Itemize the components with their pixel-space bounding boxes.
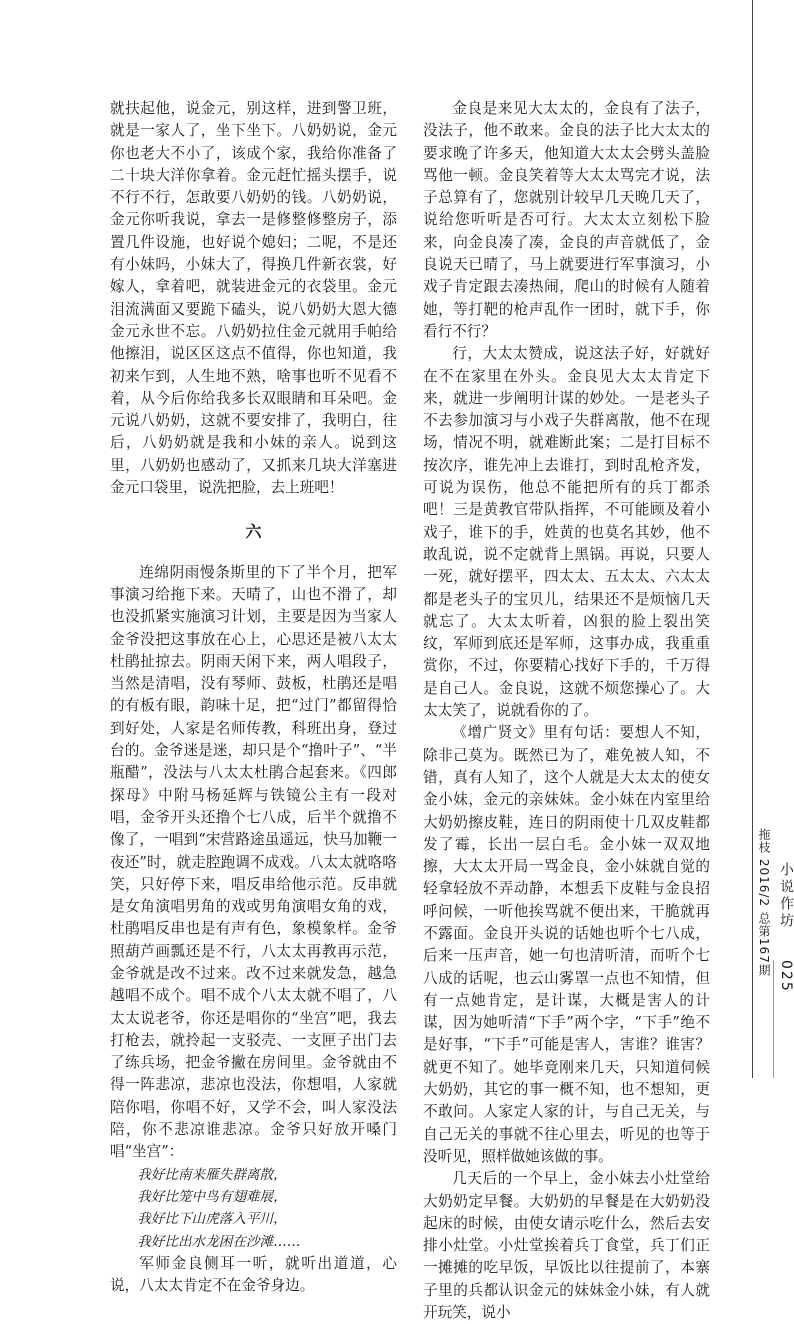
page-number: 025 bbox=[778, 960, 794, 993]
paragraph: 军师金良侧耳一听，就听出道道，心说，八太太肯定不在金爷身边。 bbox=[110, 1254, 397, 1295]
verse-line: 我好比南来雁失群离散， bbox=[137, 1166, 287, 1183]
margin-rule bbox=[773, 960, 774, 1078]
verse-block bbox=[110, 1164, 397, 1253]
issue-info: 拖枝 2016/2 总第167期 bbox=[757, 828, 771, 977]
section-title: 六 bbox=[245, 522, 262, 542]
paragraph: 《增广贤文》里有句话：要想人不知，除非己莫为。既然已为了，难免被人知，不错，真有人知了，这个人就是大太太的使女金小妹，金元的亲妹妹。金小妹在内室里给大奶奶擦皮鞋，连日的阴雨使十几双皮鞋都发了霉，长出一层白毛。金小妹一双双地擦，大太太开局一骂金良，金小妹就自觉的轻拿轻放不弄动静，本想丢下皮鞋与金良招呼问候，一听他挨骂就不便出来，干脆就再不露面。金良开头说的话她也听个七八成，后来一压声音，她一句也清听清，而听个七八成的话呢，也云山雾罩一点也不知情，但有一点她肯定，是计谋，大概是害人的计谋，因为她听清“下手”两个字，“下手”绝不是好事，“下手”可能是害人，害谁？谁害？就更不知了。她毕竟刚来几天，只知道伺候大奶奶，其它的事一概不知，也不想知，更不敢问。人家定人家的计，与自己无关，与自己无关的事就不往心里去，听见的也等于没听见，照样做她该做的事。 bbox=[423, 724, 710, 1165]
right-column bbox=[423, 98, 710, 1324]
page-margin bbox=[752, 0, 794, 1078]
paragraph: 行，大太太赞成，说这法子好，好就好在不在家里在外头。金良见大太太肯定下来，就进一步阐明计谋的妙处。一是老头子不去参加演习与小戏子失群离散，他不在现场，情况不明，就难断此案；二是打目标不按次序，谁先冲上去谁打，到时乱枪齐发，可说为误伤，他总不能把所有的兵丁都杀吧！三是黄教官带队指挥，不可能顾及着小戏子，谁下的手，姓黄的也莫名其妙，他不敢乱说，说不定就背上黑锅。再说，只要人一死，就好摆平，四太太、五太太、六太太都是老头子的宝贝儿，结果还不是烦恼几天就忘了。大太太听着，凶狠的脸上裂出笑纹，军师到底还是军师，这事办成，我重重赏你，不过，你要精心找好下手的，千万得是自己人。金良说，这就不烦您操心了。大太太笑了，说就看你的了。 bbox=[423, 345, 710, 720]
paragraph: 金良是来见大太太的，金良有了法子，没法子，他不敢来。金良的法子比大太太的要求晚了许多天，他知道大太太会劈头盖脸骂他一顿。金良笑着等大太太骂完才说，法子总算有了，您就别计较早几天晚几天了，说给您听听是否可行。大太太立刻松下脸来，向金良凑了凑，金良的声音就低了，金良说天已晴了，马上就要进行军事演习，小戏子肯定跟去凑热闹，爬山的时候有人随着她，等打靶的枪声乱作一团时，就下手，你看行不行？ bbox=[423, 100, 710, 340]
verse-line: 我好比下山虎落入平川， bbox=[137, 1211, 287, 1228]
left-column bbox=[110, 98, 397, 1297]
section-name: 小说作坊 bbox=[778, 862, 794, 930]
paragraph: 就扶起他，说金元，别这样，进到警卫班，就是一家人了，坐下坐下。八奶奶说，金元你也老大不小了，该成个家，我给你准备了二十块大洋你拿着。金元赶忙摇头摆手，说不行不行，怎敢要八奶奶的钱。八奶奶说，金元你听我说，拿去一是修整修整房子，添置几件设施，也好说个媳妇；二呢，不是还有小妹吗，小妹大了，得换几件新衣裳，好嫁人，拿着吧，就装进金元的衣袋里。金元泪流满面又要跪下磕头，说八奶奶大恩大德金元永世不忘。八奶奶拉住金元就用手帕给他擦泪，说区区这点不值得，你也知道，我初来乍到，人生地不熟，啥事也听不见看不着，从今后你给我多长双眼睛和耳朵吧。金元说八奶奶，这就不要安排了，我明白，往后，八奶奶就是我和小妹的亲人。说到这里，八奶奶也感动了，又抓来几块大洋塞进金元口袋里，说洗把脸，去上班吧！ bbox=[110, 100, 397, 497]
paragraph: 连绵阴雨慢条斯里的下了半个月，把军事演习给拖下来。天晴了，山也不滑了，却也没抓紧实施演习计划，主要是因为当家人金爷没把这事放在心上，心思还是被八太太杜鹃扯掠去。阴雨天闲下来，两人唱段子，当然是清唱，没有琴师、鼓板，杜鹃还是唱的有板有眼，韵味十足，把“过门”都留得恰到好处，人家是名师传教，科班出身，登过台的。金爷迷是迷，却只是个“撸叶子”、“半瓶醋”，没法与八太太杜鹃合起套来。《四郎探母》中附马杨延辉与铁镜公主有一段对唱，金爷开头还撸个七八成，后半个就撸不像了，一唱到“宋营路途虽遥远，快马加鞭一夜还”时，就走腔跑调不成戏。八太太就咯咯笑，只好停下来，唱反串给他示范。反串就是女角演唱男角的戏或男角演唱女角的戏，杜鹃唱反串也是有声有色，象模象样。金爷照葫芦画瓢还是不行，八太太再教再示范，金爷就是改不过来。改不过来就发急，越急越唱不成个。唱不成个八太太就不唱了，八太太说老爷，你还是唱你的“坐宫”吧，我去打枪去，就拎起一支驳壳、一支匣子出门去了练兵场，把金爷撇在房间里。金爷就由不得一阵悲凉，悲凉也没法，你想唱，人家就陪你唱，你唱不好，又学不会，叫人家没法陪，你不悲凉谁悲凉。金爷只好放开嗓门唱“坐宫”： bbox=[110, 563, 397, 1161]
verse-line: 我好比出水龙困在沙滩…… bbox=[137, 1233, 301, 1250]
paragraph: 几天后的一个早上，金小妹去小灶堂给大奶奶定早餐。大奶奶的早餐是在大奶奶没起床的时候，由使女请示吃什么，然后去安排小灶堂。小灶堂挨着兵丁食堂，兵丁们正一摊摊的吃早饭，早饭比以往提前了，本寨子里的兵都认识金元的妹妹金小妹，有人就开玩笑，说小 bbox=[423, 1170, 710, 1322]
margin-rule bbox=[752, 0, 753, 1078]
verse-line: 我好比笼中鸟有翅难展， bbox=[137, 1188, 287, 1205]
